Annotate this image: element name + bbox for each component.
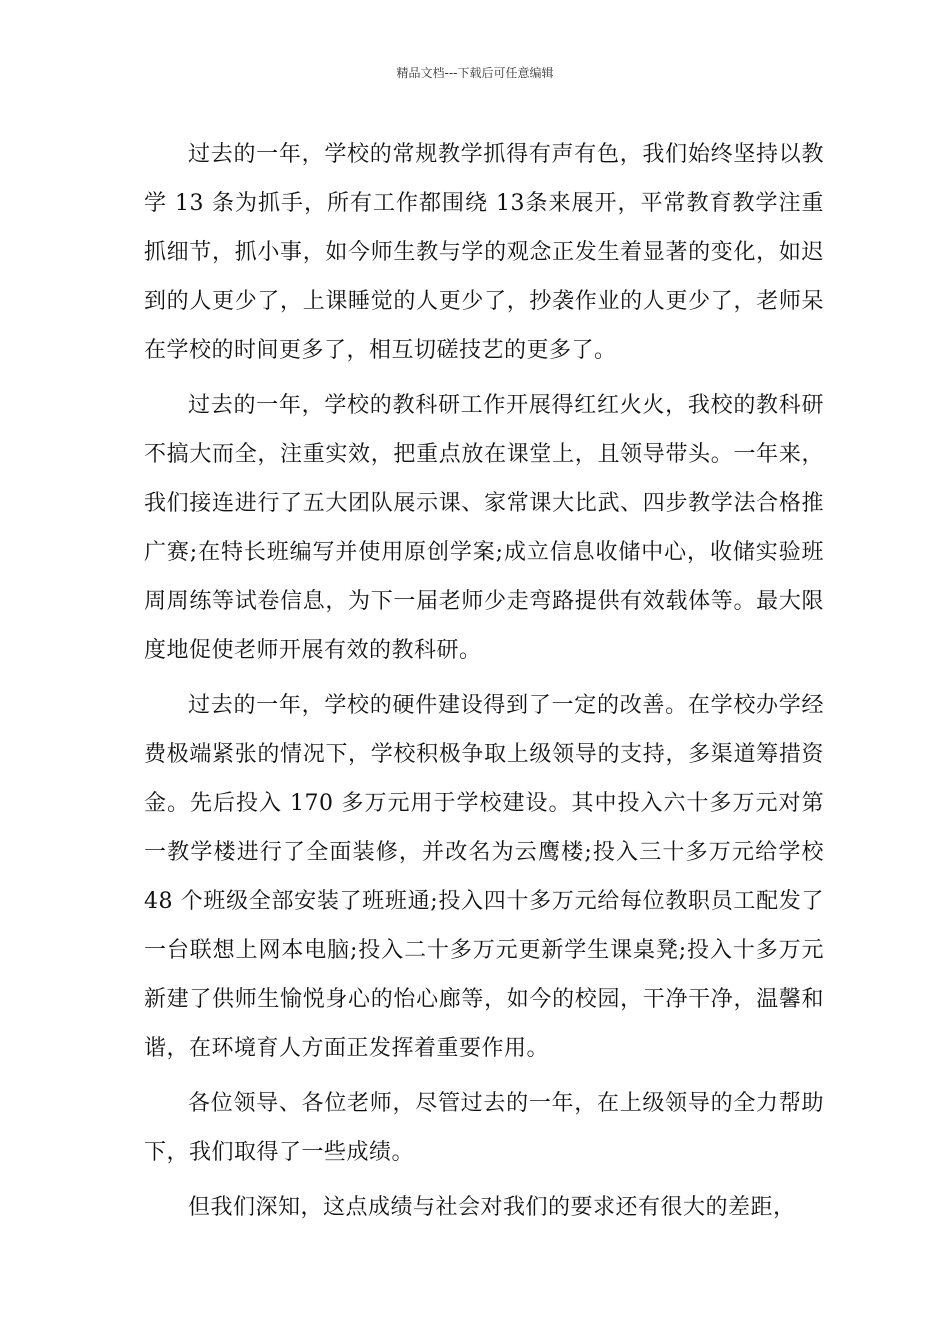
paragraph-teaching: 过去的一年，学校的常规教学抓得有声有色，我们始终坚持以教学 13 条为抓手，所有工作都围绕 13条来展开，平常教育教学注重抓细节，抓小事，如今师生教与学的观念正发生着显著的变化，如迟到的人更少了，上课睡觉的人更少了，抄袭作业的人更少了，老师呆在学校的时间更多了，相互切磋技艺的更多了。 — [144, 142, 824, 363]
paragraph-achievements: 各位领导、各位老师，尽管过去的一年，在上级领导的全力帮助下，我们取得了一些成绩。 — [144, 1091, 824, 1165]
page-header: 精品文档---下载后可任意编辑 — [396, 66, 554, 80]
document-body — [144, 130, 824, 1238]
paragraph-research: 过去的一年，学校的教科研工作开展得红红火火，我校的教科研不搞大而全，注重实效，把重点放在课堂上，且领导带头。一年来，我们接连进行了五大团队展示课、家常课大比武、四步教学法合格推广赛;在特长班编写并使用原创学案;成立信息收储中心，收储实验班周周练等试卷信息，为下一届老师少走弯路提供有效载体等。最大限度地促使老师开展有效的教科研。 — [144, 393, 824, 663]
paragraph-gap: 但我们深知，这点成绩与社会对我们的要求还有很大的差距， — [188, 1195, 796, 1220]
paragraph-facilities: 过去的一年，学校的硬件建设得到了一定的改善。在学校办学经费极端紧张的情况下，学校积极争取上级领导的支持，多渠道筹措资金。先后投入 170 多万元用于学校建设。其中投入六十多万元对第一教学楼进行了全面装修，并改名为云鹰楼;投入三十多万元给学校 48 个班级全部安装了班班通;投入四十多万元给每位教职员工配发了一台联想上网本电脑;投入二十多万元更新学生课桌凳;投入十多万元新建了供师生愉悦身心的怡心廊等，如今的校园，干净干净，温馨和谐，在环境育人方面正发挥着重要作用。 — [144, 693, 824, 1061]
